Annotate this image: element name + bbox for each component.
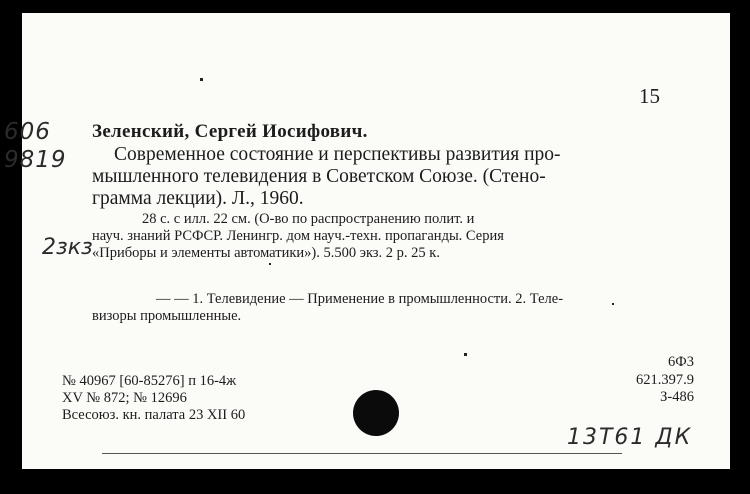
subject-line: — — 1. Телевидение — Применение в промышленности. 2. Теле- [156, 291, 564, 307]
handwritten-shelfmark-2: 9819 [4, 147, 67, 173]
ink-speck [269, 263, 271, 265]
udc-index: 6Ф3 [668, 354, 694, 370]
title-line: мышленного телевидения в Советском Союзе. (Стено- [92, 166, 546, 187]
ink-speck [612, 303, 614, 305]
collation-line: науч. знаний РСФСР. Ленингр. дом науч.-техн. пропаганды. Серия [92, 228, 504, 244]
handwritten-copies-note: 2зкз [42, 235, 93, 260]
collation-block [92, 211, 692, 262]
collation-line: «Приборы и элементы автоматики»). 5.500 экз. 2 р. 25 к. [92, 245, 440, 261]
title-line: грамма лекции). Л., 1960. [92, 188, 304, 209]
scan-edge-line [102, 453, 622, 454]
ink-speck [464, 353, 467, 356]
handwritten-shelfmark-1: 606 [4, 119, 51, 145]
registry-line: Всесоюз. кн. палата 23 XII 60 [62, 407, 246, 423]
handwritten-bottom-note: 13Т61 ДК [567, 425, 693, 450]
punch-hole [353, 390, 399, 436]
page-number: 15 [639, 84, 660, 108]
subject-tracing [92, 291, 692, 325]
author-heading: Зеленский, Сергей Иосифович. [92, 121, 368, 142]
catalog-card [4, 13, 730, 469]
title-statement [92, 144, 692, 210]
registry-line: № 40967 [60-85276] п 16-4ж [62, 373, 237, 389]
title-line: Современное состояние и перспективы развития про- [114, 144, 561, 165]
udc-number: 621.397.9 [636, 372, 694, 388]
registry-line: XV № 872; № 12696 [62, 390, 187, 406]
subject-line: визоры промышленные. [92, 308, 242, 324]
ink-speck [200, 78, 203, 81]
author-mark: З-486 [660, 389, 694, 405]
collation-line: 28 с. с илл. 22 см. (О-во по распространению полит. и [142, 211, 475, 227]
